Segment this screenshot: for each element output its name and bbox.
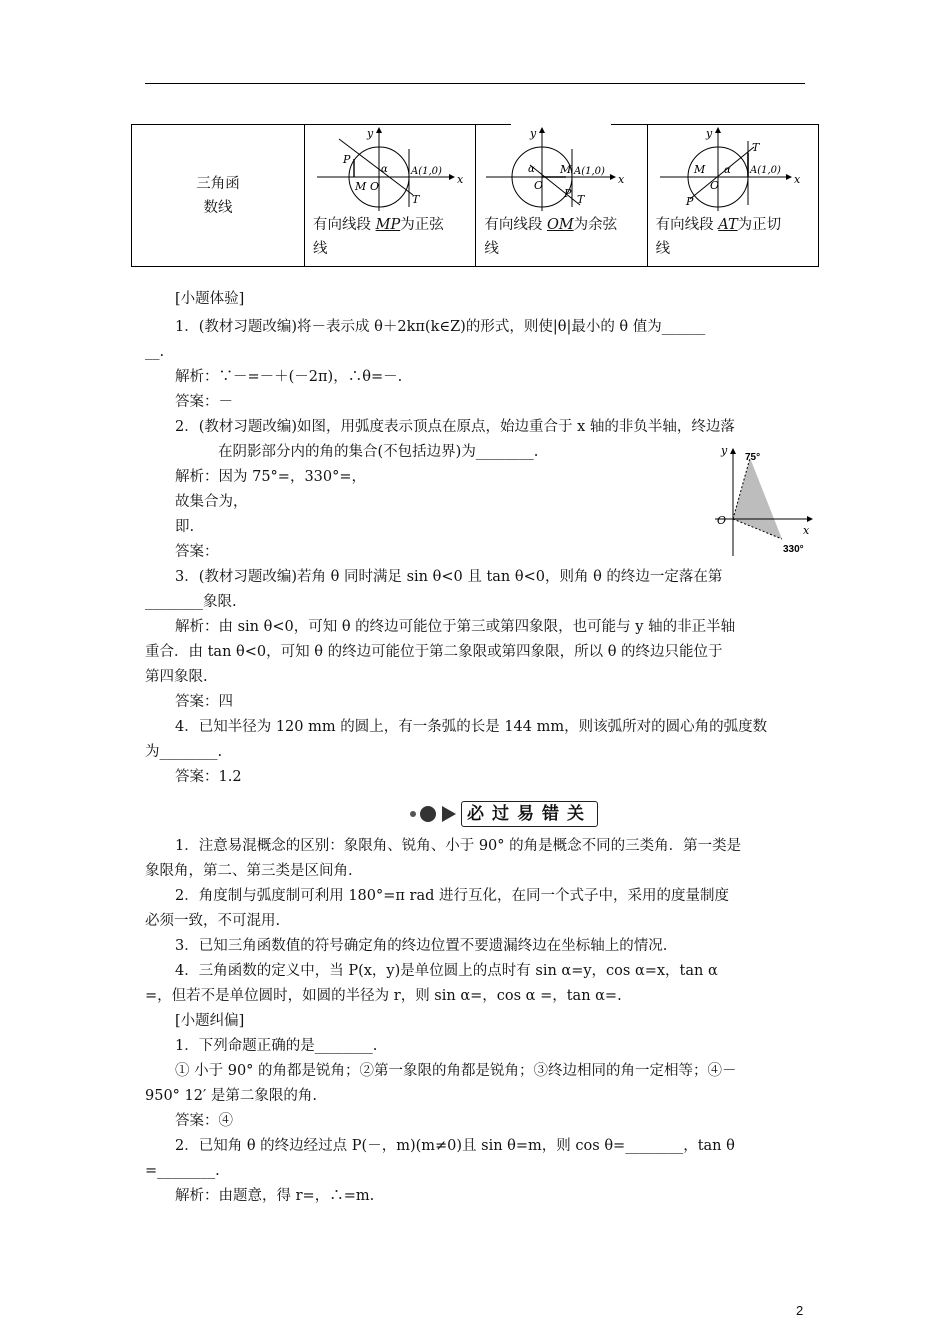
origin-label: O (534, 179, 544, 192)
tangent-line-diagram (652, 127, 812, 213)
c1-options-cont: 950° 12′ 是第二象限的角. (145, 1088, 317, 1104)
angle-75-label: 75° (745, 452, 761, 463)
q2-text: 2．(教材习题改编)如图，用弧度表示顶点在原点，始边重合于 x 轴的非负半轴，终边落 (175, 419, 735, 435)
table-label-cell (132, 125, 305, 267)
q4-text-cont: 为________. (145, 744, 223, 760)
y-axis-label: y (705, 127, 712, 140)
c2-solution: 解析：由题意，得 r=，∴=m. (175, 1188, 375, 1204)
q2-solution-cont: 故集合为， (175, 494, 248, 510)
q3-solution-cont: 重合．由 tan θ<0，可知 θ 的终边可能位于第二象限或第四象限，所以 θ 的终边只能位于 (145, 644, 723, 660)
section-banner (408, 799, 608, 829)
fig-y-label: y (721, 444, 728, 457)
point-p-label: P (564, 187, 572, 200)
y-axis-label: y (367, 127, 374, 140)
shaded-angle-figure (705, 442, 815, 557)
table-label-line2: 数线 (203, 199, 233, 216)
q1-text: 1．(教材习题改编)将－表示成 θ＋2kπ(k∈Z)的形式，则使|θ|最小的 θ 值为______ (175, 319, 706, 335)
cosine-line-diagram (480, 127, 640, 213)
alpha-label: α (381, 164, 388, 175)
q4-text: 4．已知半径为 120 mm 的圆上，有一条弧的长是 144 mm，则该弧所对的圆心角的弧度数 (175, 719, 768, 735)
q2-text-cont: 在阴影部分内的角的集合(不包括边界)为________. (218, 444, 539, 460)
note3: 3．已知三角函数值的符号确定角的终边位置不要遗漏终边在坐标轴上的情况. (175, 938, 668, 954)
q3-text-cont: ________象限. (145, 594, 237, 610)
note4-cont: =，但若不是单位圆时，如圆的半径为 r，则 sin α=，cos α =，tan α=. (145, 988, 622, 1004)
sine-caption: 有向线段 MP为正弦 线 (313, 217, 444, 257)
fig-x-label: x (803, 524, 810, 537)
banner-title: 必过易错关 (461, 801, 598, 827)
q3-solution-end: 第四象限. (145, 669, 208, 685)
point-m-label: M (693, 163, 705, 176)
alpha-label: α (723, 165, 731, 176)
fig-origin-label: O (717, 514, 727, 527)
cosine-caption: 有向线段 OM为余弦 线 (484, 217, 618, 257)
x-axis-label: x (618, 173, 625, 186)
cosine-line-cell (476, 125, 647, 267)
tangent-line-cell (647, 125, 818, 267)
point-t-label: T (412, 193, 420, 206)
q3-solution: 解析：由 sin θ<0，可知 θ 的终边可能位于第三或第四象限，也可能与 y 轴的非正半轴 (175, 619, 736, 635)
q4-answer: 答案：1.2 (175, 769, 242, 785)
page-number: 2 (796, 1303, 804, 1318)
banner-dots-icon (408, 805, 460, 823)
table-border-gap (511, 122, 611, 126)
origin-label: O (370, 180, 380, 193)
x-axis-label: x (457, 173, 464, 186)
q2-solution-end: 即. (175, 519, 195, 535)
note4: 4．三角函数的定义中，当 P(x，y)是单位圆上的点时有 sin α=y，cos α=x，tan α (175, 963, 718, 979)
note1-cont: 象限角，第二、第三类是区间角. (145, 863, 353, 879)
origin-label: O (709, 179, 719, 192)
sine-line-cell (305, 125, 476, 267)
correction-heading: [小题纠偏] (175, 1013, 245, 1029)
tangent-caption: 有向线段 AT为正切 线 (655, 217, 782, 257)
x-axis-label: x (793, 173, 800, 186)
q2-solution: 解析：因为 75°=，330°=， (175, 469, 367, 485)
c2-text: 2．已知角 θ 的终边经过点 P(－，m)(m≠0)且 sin θ=m，则 cos θ=________，tan θ (175, 1138, 735, 1154)
q1-text-cont: __. (145, 344, 165, 360)
y-axis-label: y (530, 127, 537, 140)
header-rule (145, 83, 805, 84)
section-heading: [小题体验] (175, 291, 245, 307)
angle-330-label: 330° (783, 544, 804, 555)
q3-answer: 答案：四 (175, 694, 233, 710)
sine-line-diagram (309, 127, 469, 213)
c1-answer: 答案：④ (175, 1113, 233, 1129)
point-t-label: T (751, 141, 759, 154)
note2: 2．角度制与弧度制可利用 180°=π rad 进行互化，在同一个式子中，采用的度量制度 (175, 888, 730, 904)
c1-text: 1．下列命题正确的是________. (175, 1038, 378, 1054)
point-a-label: A(1,0) (574, 166, 606, 177)
point-t-label: T (577, 193, 585, 206)
point-p-label: P (685, 195, 694, 208)
note1: 1．注意易混概念的区别：象限角、锐角、小于 90° 的角是概念不同的三类角．第一类是 (175, 838, 742, 854)
trig-line-table (131, 124, 819, 267)
point-m-label: M (560, 163, 572, 176)
q1-solution: 解析：∵－=－＋(－2π)，∴θ=－. (175, 369, 403, 385)
point-a-label: A(1,0) (411, 166, 442, 177)
point-a-label: A(1,0) (749, 165, 781, 176)
c1-options: ① 小于 90° 的角都是锐角；②第一象限的角都是锐角；③终边相同的角一定相等；④－ (175, 1063, 737, 1079)
q2-answer: 答案： (175, 544, 219, 560)
note2-cont: 必须一致，不可混用. (145, 913, 281, 929)
point-m-label: M (355, 180, 367, 193)
alpha-label: α (528, 164, 536, 175)
table-label-line1: 三角函 (196, 175, 240, 192)
point-p-label: P (343, 153, 351, 166)
q1-answer: 答案：－ (175, 394, 233, 410)
c2-text-cont: =________. (145, 1163, 220, 1179)
q3-text: 3．(教材习题改编)若角 θ 同时满足 sin θ<0 且 tan θ<0，则角 θ 的终边一定落在第 (175, 569, 723, 585)
